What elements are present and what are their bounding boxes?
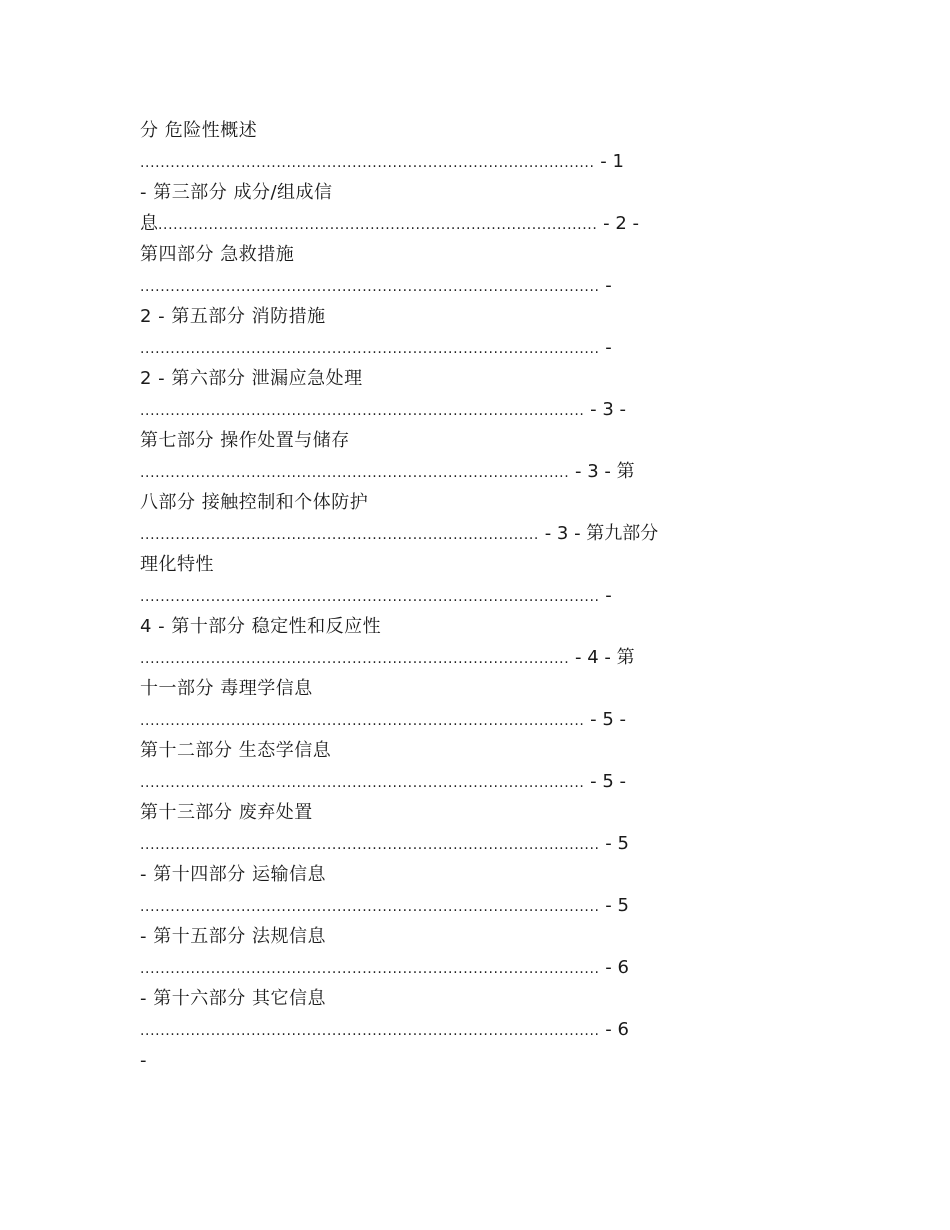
toc-dot-leader: ........................................................................................ — [140, 403, 585, 419]
toc-page-number: - 1 — [594, 151, 624, 172]
toc-leader-line — [140, 270, 810, 301]
table-of-contents — [140, 115, 810, 1076]
toc-dot-leader: ..................................................................................... — [140, 651, 570, 667]
toc-dot-leader: ........................................................................................... — [140, 341, 600, 357]
toc-dot-leader: ............................................................................... — [140, 527, 539, 543]
toc-entry-text: 十一部分 毒理学信息 — [140, 678, 313, 699]
toc-line — [140, 735, 810, 766]
toc-entry-text: 第十二部分 生态学信息 — [140, 740, 332, 761]
toc-line — [140, 983, 810, 1014]
toc-leader-line — [140, 766, 810, 797]
toc-dot-leader: ........................................................................................... — [140, 961, 600, 977]
toc-line — [140, 487, 810, 518]
toc-dot-leader: ........................................................................................... — [140, 899, 600, 915]
toc-leader-line — [140, 642, 810, 673]
toc-line — [140, 363, 810, 394]
toc-page-number: - 5 - — [584, 771, 627, 792]
toc-page-number: - 4 - 第 — [569, 647, 635, 668]
toc-entry-text: 4 - 第十部分 稳定性和反应性 — [140, 616, 382, 637]
toc-dot-leader: ........................................................................................... — [140, 589, 600, 605]
toc-leader-line — [140, 394, 810, 425]
toc-line — [140, 115, 810, 146]
toc-entry-text: - — [140, 1050, 147, 1071]
toc-entry-text: - 第三部分 成分/组成信 — [140, 182, 333, 203]
toc-line — [140, 611, 810, 642]
toc-entry-text: 第十三部分 废弃处置 — [140, 802, 313, 823]
toc-leader-line — [140, 456, 810, 487]
toc-entry-text: 2 - 第五部分 消防措施 — [140, 306, 326, 327]
toc-line — [140, 549, 810, 580]
toc-dot-leader: ........................................................................................... — [140, 1023, 600, 1039]
toc-page-number: - 3 - 第九部分 — [538, 523, 659, 544]
toc-line — [140, 301, 810, 332]
toc-page-number: - 3 - — [584, 399, 627, 420]
toc-line — [140, 425, 810, 456]
toc-dot-leader: ..................................................................................... — [140, 465, 570, 481]
toc-line — [140, 239, 810, 270]
toc-dot-leader: ....................................................................................... — [158, 217, 598, 233]
toc-dot-leader: ........................................................................................ — [140, 775, 585, 791]
toc-line — [140, 921, 810, 952]
toc-leader-line — [140, 1014, 810, 1045]
toc-entry-text: 分 危险性概述 — [140, 120, 258, 141]
toc-line — [140, 1045, 810, 1076]
toc-leader-line — [140, 146, 810, 177]
toc-page-number: - — [599, 337, 612, 358]
toc-page-number: - 6 — [599, 957, 629, 978]
toc-dot-leader: ........................................................................................ — [140, 713, 585, 729]
toc-line — [140, 177, 810, 208]
toc-page-number: - 5 — [599, 833, 629, 854]
toc-entry-text: 2 - 第六部分 泄漏应急处理 — [140, 368, 363, 389]
toc-leader-line — [140, 518, 810, 549]
toc-page-number: - 5 - — [584, 709, 627, 730]
toc-line — [140, 797, 810, 828]
toc-page-number: - 6 — [599, 1019, 629, 1040]
toc-leader-line — [140, 704, 810, 735]
toc-dot-leader: ........................................................................................... — [140, 279, 600, 295]
toc-entry-text: 理化特性 — [140, 554, 214, 575]
toc-page-number: - 2 - — [597, 213, 639, 234]
toc-dot-leader: .......................................................................................... — [140, 155, 595, 171]
toc-leader-line — [140, 828, 810, 859]
toc-line — [140, 673, 810, 704]
toc-leader-line — [140, 208, 810, 239]
toc-entry-text: - 第十五部分 法规信息 — [140, 926, 326, 947]
toc-page-number: - — [599, 585, 612, 606]
toc-entry-text: 第四部分 急救措施 — [140, 244, 295, 265]
toc-entry-text: - 第十四部分 运输信息 — [140, 864, 326, 885]
toc-entry-text: - 第十六部分 其它信息 — [140, 988, 326, 1009]
toc-entry-text: 第七部分 操作处置与储存 — [140, 430, 350, 451]
toc-entry-text: 息 — [140, 213, 158, 234]
toc-entry-text: 八部分 接触控制和个体防护 — [140, 492, 369, 513]
toc-line — [140, 859, 810, 890]
toc-page-number: - 3 - 第 — [569, 461, 635, 482]
toc-leader-line — [140, 890, 810, 921]
toc-dot-leader: ........................................................................................... — [140, 837, 600, 853]
toc-leader-line — [140, 332, 810, 363]
toc-leader-line — [140, 580, 810, 611]
toc-page-number: - 5 — [599, 895, 629, 916]
toc-leader-line — [140, 952, 810, 983]
toc-page-number: - — [599, 275, 612, 296]
